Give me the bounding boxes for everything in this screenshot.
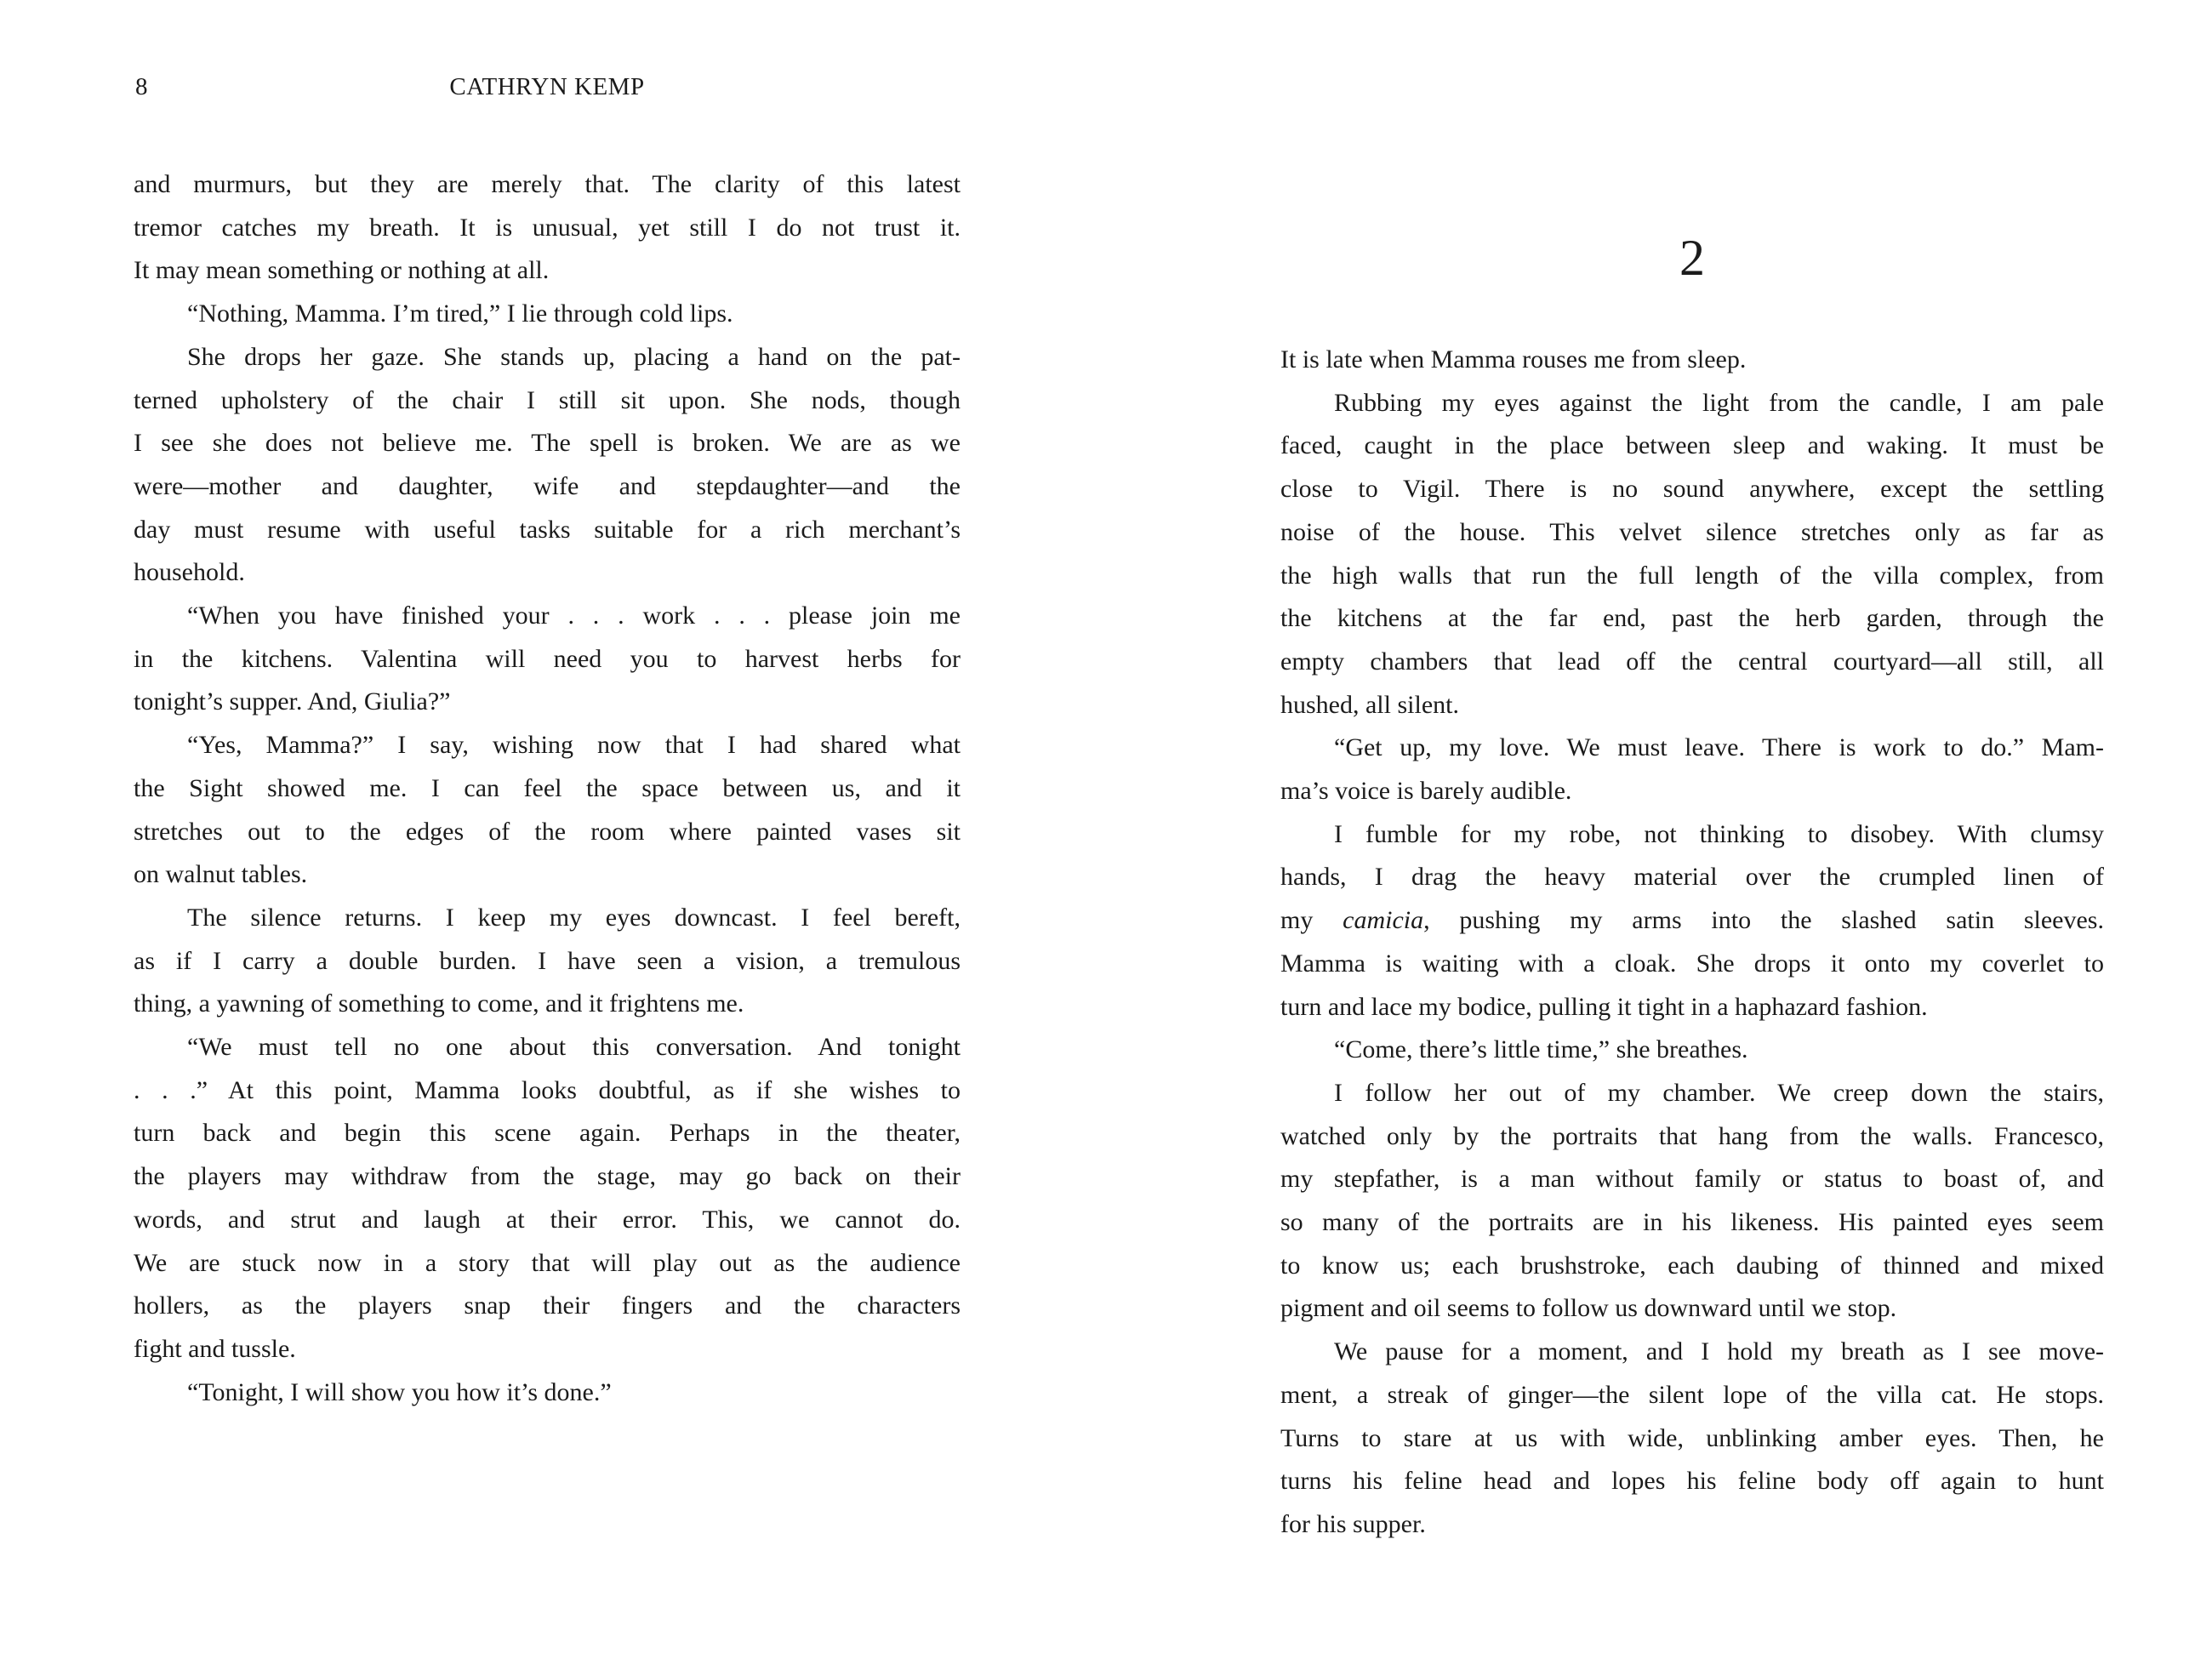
text-line: for his supper.: [1280, 1509, 1426, 1538]
text-line: “Come, there’s little time,” she breathes.: [1334, 1035, 1748, 1064]
text-line: Turns to stare at us with wide, unblinking amber eyes. Then, he: [1280, 1423, 2104, 1452]
text-line: . . .” At this point, Mamma looks doubtful, as if she wishes to: [134, 1075, 961, 1104]
right-page: [1280, 0, 2104, 1659]
text-line: close to Vigil. There is no sound anywhere, except the settling: [1280, 475, 2104, 504]
text-line: my stepfather, is a man without family or status to boast of, and: [1280, 1165, 2104, 1194]
paragraph: [134, 1371, 961, 1415]
left-page: [134, 0, 961, 1659]
text-line: The silence returns. I keep my eyes downcast. I feel bereft,: [187, 903, 961, 932]
text-line: tonight’s supper. And, Giulia?”: [134, 687, 451, 716]
text-line: ment, a streak of ginger—the silent lope of the villa cat. He stops.: [1280, 1380, 2104, 1409]
text-line: Mamma is waiting with a cloak. She drops it onto my coverlet to: [1280, 949, 2104, 978]
paragraph: [134, 724, 961, 897]
running-head-title: CATHRYN KEMP: [449, 73, 645, 100]
text-line: turns his feline head and lopes his feline body off again to hunt: [1280, 1467, 2104, 1496]
paragraph: [134, 163, 961, 293]
chapter-number: 2: [1679, 230, 1705, 286]
text-line: We are stuck now in a story that will play out as the audience: [134, 1248, 961, 1277]
text-line: turn back and begin this scene again. Perhaps in the theater,: [134, 1119, 961, 1148]
paragraph: [1280, 339, 2104, 382]
text-line: as if I carry a double burden. I have seen a vision, a tremulous: [134, 946, 961, 975]
page-number: 8: [135, 73, 148, 100]
text-line: words, and strut and laugh at their error. This, we cannot do.: [134, 1205, 961, 1234]
text-line: pigment and oil seems to follow us downward until we stop.: [1280, 1294, 1897, 1323]
text-line: ma’s voice is barely audible.: [1280, 777, 1572, 806]
text-line: “Yes, Mamma?” I say, wishing now that I had shared what: [187, 731, 961, 760]
text-line: day must resume with useful tasks suitable for a rich merchant’s: [134, 515, 961, 544]
text-line: so many of the portraits are in his likeness. His painted eyes seem: [1280, 1208, 2104, 1237]
paragraph: [1280, 727, 2104, 812]
paragraph: [134, 336, 961, 595]
text-line: tremor catches my breath. It is unusual, yet still I do not trust it.: [134, 213, 961, 242]
text-line: “We must tell no one about this conversation. And tonight: [187, 1033, 961, 1062]
text-line: hands, I drag the heavy material over the crumpled linen of: [1280, 863, 2104, 892]
paragraph: [1280, 1331, 2104, 1547]
text-line: household.: [134, 558, 245, 587]
paragraph: [134, 293, 961, 336]
text-line: We pause for a moment, and I hold my breath as I see move-: [1334, 1337, 2104, 1366]
text-line: I follow her out of my chamber. We creep down the stairs,: [1334, 1078, 2104, 1107]
text-line: thing, a yawning of something to come, and it frightens me.: [134, 989, 744, 1018]
text-line: the high walls that run the full length of the villa complex, from: [1280, 561, 2104, 590]
text-line: faced, caught in the place between sleep and waking. It must be: [1280, 431, 2104, 460]
paragraph: [1280, 382, 2104, 727]
text-line: the kitchens at the far end, past the herb garden, through the: [1280, 604, 2104, 633]
text-line: fight and tussle.: [134, 1334, 296, 1363]
text-line: the players may withdraw from the stage, may go back on their: [134, 1162, 961, 1191]
text-line: and murmurs, but they are merely that. The clarity of this latest: [134, 170, 961, 198]
text-line: were—mother and daughter, wife and stepdaughter—and the: [134, 471, 961, 500]
text-line: She drops her gaze. She stands up, placing a hand on the pat-: [187, 342, 961, 371]
paragraph: [1280, 1029, 2104, 1072]
text-line: on walnut tables.: [134, 860, 308, 889]
text-line: terned upholstery of the chair I still sit upon. She nods, though: [134, 385, 961, 414]
text-line: my camicia, pushing my arms into the slashed satin sleeves.: [1280, 906, 2104, 935]
text-line: hollers, as the players snap their fingers and the characters: [134, 1291, 961, 1320]
paragraph: [1280, 1072, 2104, 1331]
text-line: watched only by the portraits that hang from the walls. Francesco,: [1280, 1121, 2104, 1150]
right-page-text: [1280, 339, 2104, 1547]
text-line: the Sight showed me. I can feel the space between us, and it: [134, 773, 961, 802]
text-line: empty chambers that lead off the central courtyard—all still, all: [1280, 647, 2104, 676]
paragraph: [134, 897, 961, 1026]
text-line: stretches out to the edges of the room where painted vases sit: [134, 817, 961, 846]
text-line: It may mean something or nothing at all.: [134, 256, 550, 285]
text-line: “Get up, my love. We must leave. There is work to do.” Mam-: [1334, 733, 2104, 762]
text-line: “Nothing, Mamma. I’m tired,” I lie through cold lips.: [187, 299, 733, 328]
left-page-text: [134, 163, 961, 1414]
text-line: “When you have finished your . . . work . . . please join me: [187, 601, 961, 630]
text-line: hushed, all silent.: [1280, 690, 1459, 719]
text-line: “Tonight, I will show you how it’s done.”: [187, 1377, 612, 1406]
running-head: [134, 71, 961, 102]
text-line: I see she does not believe me. The spell is broken. We are as we: [134, 429, 961, 458]
text-line: to know us; each brushstroke, each daubing of thinned and mixed: [1280, 1251, 2104, 1280]
text-line: in the kitchens. Valentina will need you to harvest herbs for: [134, 644, 961, 673]
paragraph: [134, 1026, 961, 1371]
text-line: Rubbing my eyes against the light from the candle, I am pale: [1334, 388, 2104, 417]
text-line: It is late when Mamma rouses me from sleep.: [1280, 345, 1747, 373]
paragraph: [134, 595, 961, 724]
text-line: noise of the house. This velvet silence stretches only as far as: [1280, 517, 2104, 546]
text-line: turn and lace my bodice, pulling it tight in a haphazard fashion.: [1280, 992, 1928, 1021]
paragraph: [1280, 813, 2104, 1029]
text-line: I fumble for my robe, not thinking to disobey. With clumsy: [1334, 819, 2104, 848]
